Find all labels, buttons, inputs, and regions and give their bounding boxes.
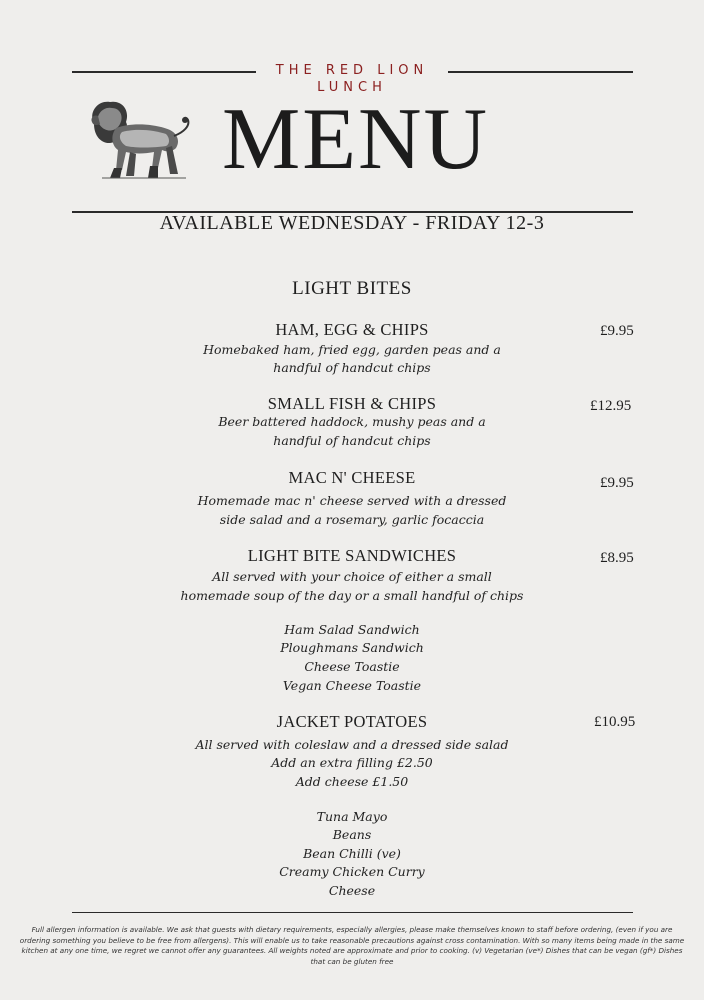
menu-option: Tuna Mayo [316,809,388,824]
menu-type-label: LUNCH [317,80,387,95]
menu-item-price: £9.95 [600,475,634,491]
menu-item-name: JACKET POTATOES [276,712,428,731]
menu-item-price: £12.95 [590,398,632,414]
menu-item-price: £9.95 [600,323,634,339]
availability-text: AVAILABLE WEDNESDAY - FRIDAY 12-3 [159,212,545,234]
menu-option: Cheese Toastie [304,659,400,674]
section-title: LIGHT BITES [292,278,412,299]
menu-item-description: side salad and a rosemary, garlic focaccia [219,512,485,527]
menu-item-description: handful of handcut chips [273,433,431,448]
menu-item-description: Beer battered haddock, mushy peas and a [218,414,486,429]
menu-option: Beans [332,827,372,842]
menu-item-description: handful of handcut chips [273,360,431,375]
menu-title: MENU [222,91,490,188]
restaurant-name: THE RED LION [275,63,429,78]
menu-item-description: Add cheese £1.50 [295,774,409,789]
allergen-note: Full allergen information is available. We ask that guests with dietary requirements, especially allergies, please make themselves known to staff before ordering, (even if you are ordering something you believe to be free from allergens). This will enable us to take reasonable precautions against cross contamination. With so many items being made in the same kitchen at any one time, we regret we cannot offer any guarantees. All weights noted are approximate and prior to cooking. (v) Vegetarian (ve*) Dishes that can be vegan (gf*) Dishes that can be gluten free [19,925,685,966]
menu-option: Cheese [328,883,376,898]
menu-item-name: MAC N' CHEESE [288,468,416,487]
menu-item-description: homemade soup of the day or a small handful of chips [180,588,524,603]
menu-item-name: LIGHT BITE SANDWICHES [247,546,457,565]
menu-item-name: SMALL FISH & CHIPS [267,394,437,413]
menu-option: Creamy Chicken Curry [279,864,425,879]
menu-item-description: Homemade mac n' cheese served with a dressed [197,493,507,508]
menu-item-description: All served with coleslaw and a dressed side salad [195,737,509,752]
footer-rule [72,912,633,913]
menu-item-price: £10.95 [594,714,636,730]
menu-item-price: £8.95 [600,550,634,566]
menu-option: Bean Chilli (ve) [303,846,401,861]
menu-item-description: Homebaked ham, fried egg, garden peas and a [203,342,501,357]
menu-item-description: All served with your choice of either a small [212,569,492,584]
lion-icon [86,98,196,184]
menu-item-name: HAM, EGG & CHIPS [275,320,429,339]
menu-option: Ham Salad Sandwich [284,622,420,637]
menu-option: Vegan Cheese Toastie [282,678,422,693]
menu-item-description: Add an extra filling £2.50 [271,755,433,770]
menu-option: Ploughmans Sandwich [280,640,424,655]
